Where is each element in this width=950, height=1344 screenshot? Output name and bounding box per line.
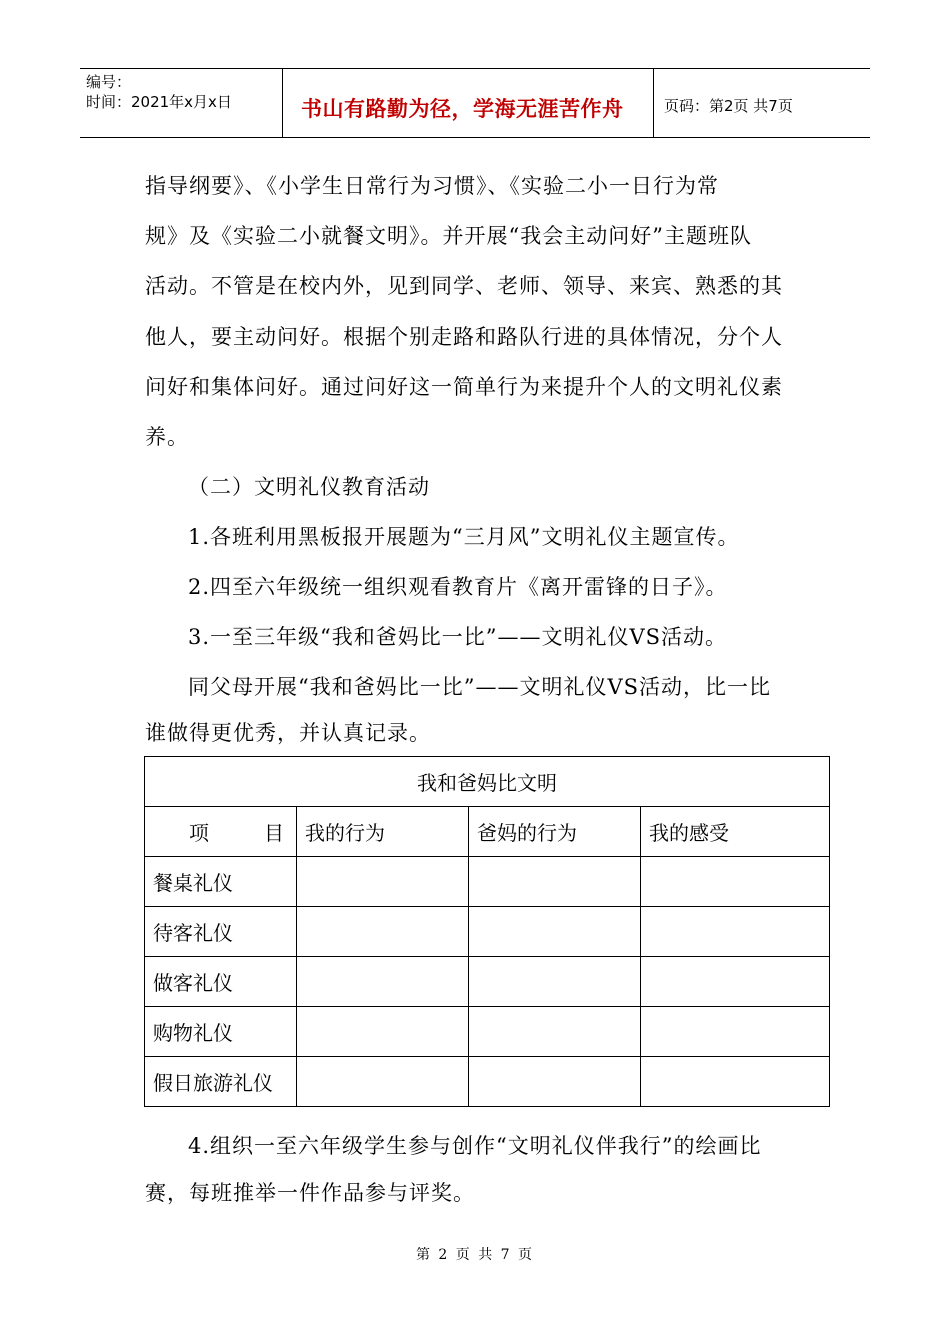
empty-cell xyxy=(641,1007,830,1057)
empty-cell xyxy=(297,907,469,957)
list-item-2: 2.四至六年级统一组织观看教育片《离开雷锋的日子》。 xyxy=(188,575,728,599)
table-header-row xyxy=(145,807,830,857)
empty-cell xyxy=(297,857,469,907)
empty-cell xyxy=(641,857,830,907)
table-title: 我和爸妈比文明 xyxy=(145,757,830,807)
row-label: 餐桌礼仪 xyxy=(145,857,297,907)
header-motto-cell xyxy=(283,69,654,137)
empty-cell xyxy=(297,1057,469,1107)
list-item-3: 3.一至三年级“我和爸妈比一比”——文明礼仪VS活动。 xyxy=(188,625,728,649)
number-label: 编号： xyxy=(86,73,132,91)
motto-text: 书山有路勤为径，学海无涯苦作舟 xyxy=(301,97,624,121)
paragraph-line: 同父母开展“我和爸妈比一比”——文明礼仪VS活动，比一比 xyxy=(188,675,772,699)
header-project-char-1: 项 xyxy=(189,821,209,845)
body-line: 他人，要主动问好。根据个别走路和路队行进的具体情况，分个人 xyxy=(145,325,783,349)
empty-cell xyxy=(469,907,641,957)
row-label: 购物礼仪 xyxy=(145,1007,297,1057)
empty-cell xyxy=(469,957,641,1007)
table-row xyxy=(145,857,830,907)
page-footer: 第 2 页 共 7 页 xyxy=(415,1247,535,1263)
paragraph-line: 赛，每班推举一件作品参与评奖。 xyxy=(145,1181,475,1205)
row-label: 待客礼仪 xyxy=(145,907,297,957)
header-parents-behavior: 爸妈的行为 xyxy=(469,807,641,857)
empty-cell xyxy=(469,1007,641,1057)
empty-cell xyxy=(641,1057,830,1107)
header-project-char-2: 目 xyxy=(264,821,284,845)
list-item-4: 4.组织一至六年级学生参与创作“文明礼仪伴我行”的绘画比 xyxy=(188,1134,762,1158)
header-my-feeling: 我的感受 xyxy=(641,807,830,857)
body-line: 规》及《实验二小就餐文明》。并开展“我会主动问好”主题班队 xyxy=(145,224,752,248)
time-label: 时间：2021年x月x日 xyxy=(86,93,232,111)
header-page-cell xyxy=(654,69,870,137)
empty-cell xyxy=(641,957,830,1007)
page-label: 页码：第2页 共7页 xyxy=(664,97,793,115)
section-heading: （二）文明礼仪教育活动 xyxy=(188,475,430,499)
header-my-behavior: 我的行为 xyxy=(297,807,469,857)
table-row xyxy=(145,957,830,1007)
document-header xyxy=(80,68,870,138)
comparison-table xyxy=(144,756,830,1107)
body-line: 养。 xyxy=(145,425,189,449)
body-line: 问好和集体问好。通过问好这一简单行为来提升个人的文明礼仪素 xyxy=(145,375,783,399)
list-item-1: 1.各班利用黑板报开展题为“三月风”文明礼仪主题宣传。 xyxy=(188,525,740,549)
body-line: 活动。不管是在校内外，见到同学、老师、领导、来宾、熟悉的其 xyxy=(145,274,783,298)
body-line: 指导纲要》、《小学生日常行为习惯》、《实验二小一日行为常 xyxy=(145,174,719,198)
paragraph-line: 谁做得更优秀，并认真记录。 xyxy=(145,721,431,745)
table-title-row xyxy=(145,757,830,807)
empty-cell xyxy=(641,907,830,957)
row-label: 假日旅游礼仪 xyxy=(145,1057,297,1107)
empty-cell xyxy=(297,957,469,1007)
table-row xyxy=(145,1007,830,1057)
table-row xyxy=(145,907,830,957)
empty-cell xyxy=(469,857,641,907)
header-project xyxy=(145,807,297,857)
empty-cell xyxy=(297,1007,469,1057)
table-row xyxy=(145,1057,830,1107)
header-meta-cell xyxy=(80,69,283,137)
empty-cell xyxy=(469,1057,641,1107)
row-label: 做客礼仪 xyxy=(145,957,297,1007)
